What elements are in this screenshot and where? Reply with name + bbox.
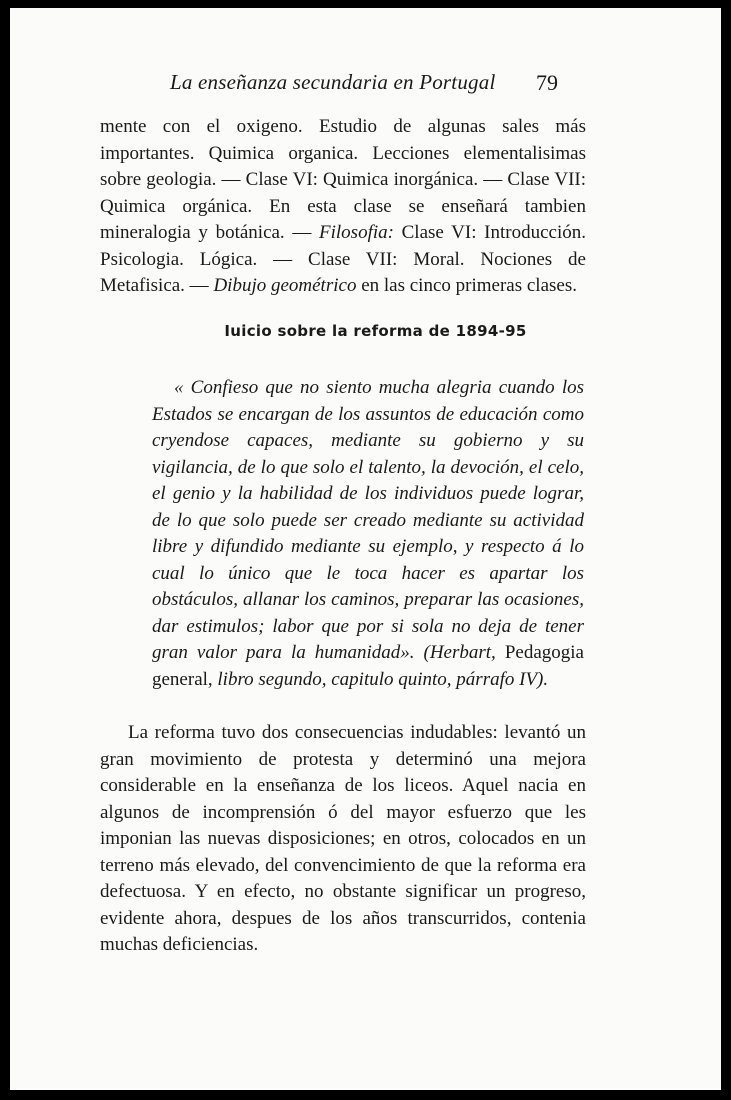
running-header	[10, 70, 721, 100]
dibujo-label: Dibujo geométrico	[213, 275, 357, 296]
top-paragraph	[100, 114, 586, 300]
top-paragraph-part-3: en las cinco primeras clases.	[356, 275, 577, 296]
section-heading: Iuicio sobre la reforma de 1894-95	[224, 322, 527, 340]
bottom-paragraph-text: La reforma tuvo dos consecuencias indudables: levantó un gran movimiento de protesta y determinó una mejora considerable en la enseñanza de los liceos. Aquel nacia en algunos de incomprensión ó del mayor esfuerzo que les imponian las nuevas disposiciones; en otros, colocados en un terreno más elevado, del convencimiento de que la reforma era defectuosa. Y en efecto, no obstante significar un progreso, evidente ahora, despues de los años transcurridos, contenia muchas deficiencias.	[100, 722, 586, 955]
top-paragraph-part-2: Clase VI: Introducción. Psicologia. Lógica. — Clase VII: Moral. Nociones de Metafisica. —	[100, 222, 586, 296]
filosofia-label: Filosofia:	[319, 222, 394, 243]
quote-work-title: Pedagogia general,	[152, 642, 584, 690]
top-paragraph-part-1: mente con el oxigeno. Estudio de algunas sales más importantes. Quimica organica. Lecciones elementalisimas sobre geologia. — Clase VI: Quimica inorgánica. — Clase VII: Quimica orgánica. En esta clase se enseñará tambien mineralogia y botánica. —	[100, 116, 586, 243]
quote-body: « Confieso que no siento mucha alegria cuando los Estados se encargan de los assuntos de educación como cryendose capaces, mediante su gobierno y su vigilancia, de lo que solo el talento, la devoción, el celo, el genio y la habilidad de los individuos puede lograr, de lo que solo puede ser creado mediante su actividad libre y difundido mediante su ejemplo, y respecto á lo cual lo único que le toca hacer es apartar los obstáculos, allanar los caminos, preparar las ocasiones, dar estimulos; labor que por si sola no deja de tener gran valor para la humanidad». (Herbart,	[152, 377, 584, 663]
quote-citation: libro segundo, capitulo quinto, párrafo IV).	[217, 668, 549, 690]
book-page	[10, 8, 721, 1090]
herbart-quote	[152, 375, 584, 693]
running-title: La enseñanza secundaria en Portugal	[170, 70, 496, 94]
page-number: 79	[536, 70, 558, 95]
bottom-paragraph	[100, 720, 586, 959]
